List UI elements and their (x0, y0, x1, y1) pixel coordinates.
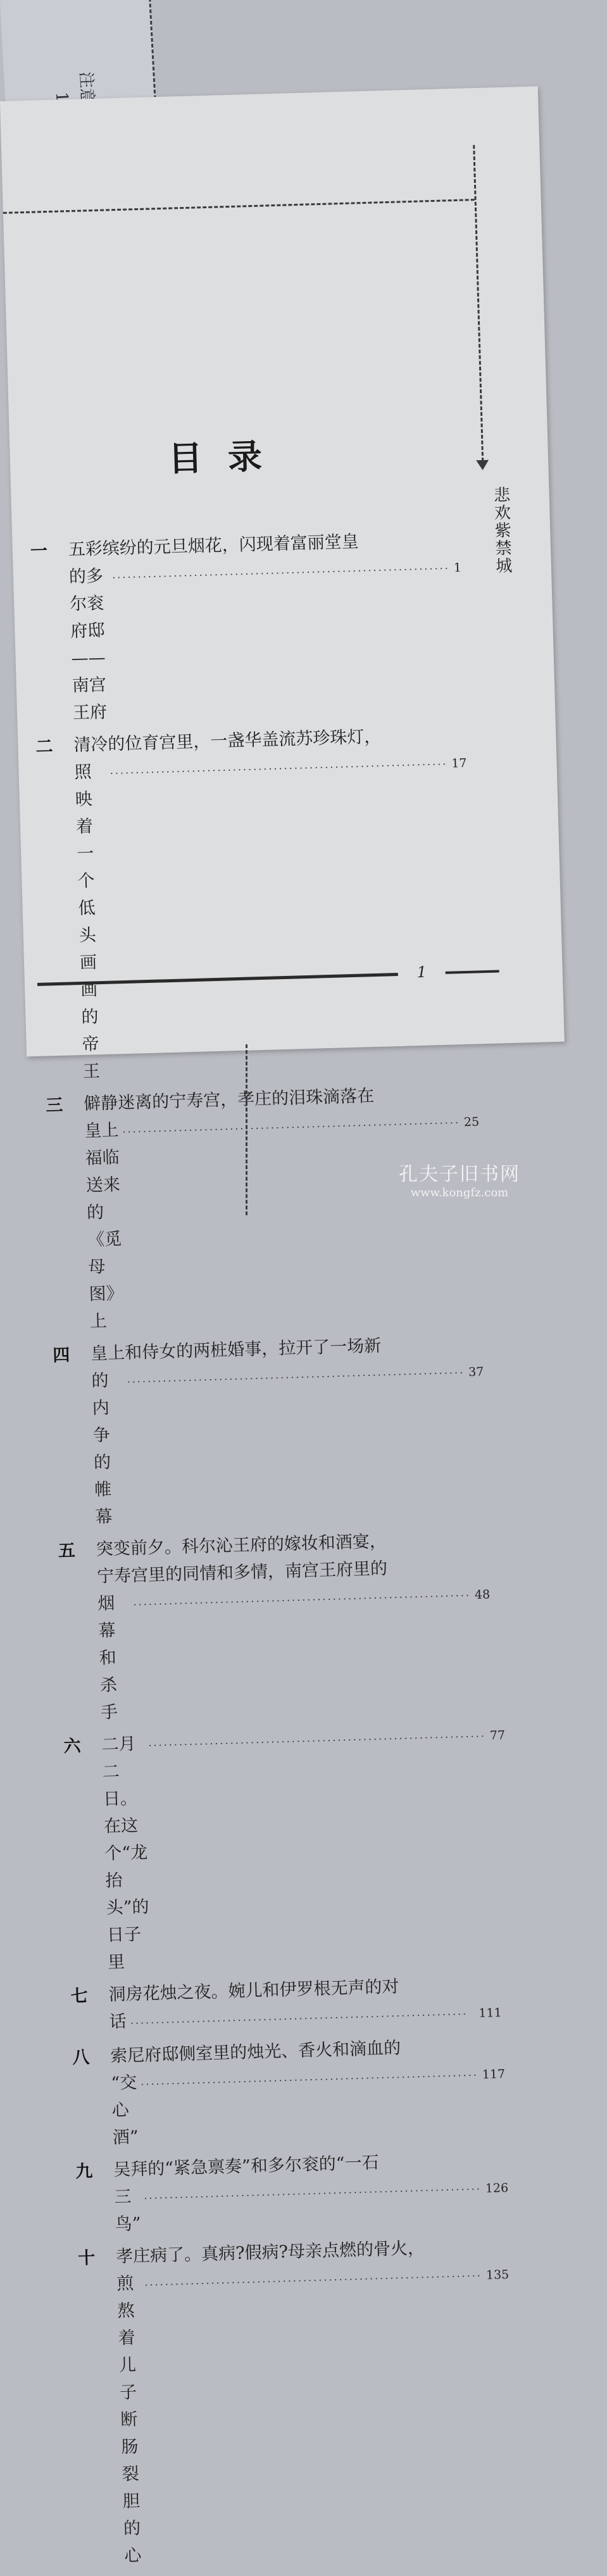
leader-dots: ·································································· (133, 1589, 472, 1611)
chapter-title-line: 吴拜的“紧急禀奏”和多尔衮的“一石 (113, 2153, 380, 2180)
chapter-title-line: 清冷的位育宫里，一盏华盖流苏珍珠灯， (73, 727, 382, 756)
toc-entry[interactable] (53, 1329, 488, 1532)
page-number: 37 (468, 1365, 484, 1380)
chapter-title-line: “交心酒” (111, 2073, 139, 2148)
chapter-title-line: 僻静迷离的宁寿宫，孝庄的泪珠滴落在 (83, 1086, 375, 1114)
toc-entry[interactable] (72, 2032, 506, 2153)
chapter-title-line: 二月二日。在这个“龙抬头”的日子里 (101, 1734, 149, 1973)
watermark (399, 1158, 520, 1199)
page-number: 25 (463, 1115, 480, 1130)
chapter-number: 二 (35, 737, 53, 757)
chapter-number: 九 (75, 2161, 93, 2182)
page-number: 17 (451, 756, 467, 771)
dashed-line-bottom (246, 1044, 247, 1215)
chapter-number: 三 (45, 1095, 63, 1116)
chapter-number: 十 (77, 2248, 96, 2268)
dashed-border-top (3, 199, 475, 214)
toc-entry[interactable] (46, 1080, 483, 1337)
chapter-number: 七 (70, 1986, 89, 2007)
toc-entry[interactable] (78, 2232, 517, 2571)
chapter-title-line: 孝庄病了。真病?假病?母亲点燃的骨火， (115, 2238, 425, 2267)
chapter-title-line: 五彩缤纷的元旦烟花，闪现着富丽堂皇 (68, 532, 360, 560)
toc-entry[interactable] (75, 2146, 508, 2239)
chapter-number: 五 (58, 1541, 76, 1561)
watermark-url: www.kongfz.com (410, 1186, 509, 1199)
chapter-title-line: 煎熬着儿子断肠裂胆的心 (116, 2273, 142, 2567)
chapter-number: 一 (30, 541, 48, 561)
chapter-title-line: 照映着一个低头画画的帝王 (74, 762, 101, 1082)
chapter-title-line: 的内争的帷幕 (91, 1371, 113, 1527)
chapter-title-line: 洞房花烛之夜。婉儿和伊罗根无声的对 (108, 1977, 399, 2005)
chapter-number: 四 (52, 1345, 70, 1366)
watermark-text: 孔夫子旧书网 (399, 1163, 520, 1185)
page-number: 1 (453, 560, 462, 575)
leader-dots: ·································································· (110, 758, 448, 780)
leader-dots: ·································································· (122, 1116, 461, 1139)
chapter-number: 八 (72, 2048, 90, 2068)
toc-entry[interactable] (35, 721, 475, 1087)
leader-dots: ·································································· (112, 562, 451, 584)
chapter-title-line: 话 (109, 2011, 127, 2032)
toc-entry[interactable] (30, 525, 465, 728)
book-side-title: 悲欢紫禁城 (491, 485, 513, 575)
page-number: 126 (485, 2180, 509, 2196)
chapter-number: 六 (63, 1736, 82, 1757)
leader-dots: ·································································· (148, 1730, 487, 1752)
arrow-down-icon (476, 460, 489, 471)
dashed-border-right (473, 145, 484, 461)
chapter-title-line: 皇上和侍女的两桩婚事，拉开了一场新 (90, 1335, 382, 1364)
page-number: 111 (479, 2006, 502, 2021)
leader-dots: ·································································· (141, 2069, 479, 2091)
page-number: 77 (489, 1728, 506, 1743)
page-title: 目录 (167, 435, 288, 479)
toc-entry[interactable] (58, 1525, 493, 1727)
toc-entry[interactable] (70, 1970, 502, 2039)
page-number: 117 (482, 2066, 506, 2082)
toc-entry[interactable] (63, 1720, 506, 1977)
footer-page-number: 1 (416, 963, 427, 982)
footer-rule (37, 973, 398, 986)
leader-dots: ·································································· (130, 2008, 468, 2030)
leader-dots: ·································································· (144, 2270, 483, 2291)
leader-dots: ·································································· (127, 1366, 465, 1389)
chapter-title-line: 的多尔衮府邸——南宫王府 (68, 566, 108, 723)
page-number: 135 (485, 2267, 510, 2282)
footer-rule (446, 970, 499, 974)
page-number: 48 (474, 1587, 491, 1602)
leader-dots: ·································································· (144, 2183, 482, 2204)
chapter-title-line: 索尼府邸侧室里的烛光、香火和滴血的 (110, 2038, 401, 2066)
chapter-title-line: 烟幕和杀手 (97, 1593, 118, 1723)
chapter-title-line: 皇上福临送来的《觅母图》上 (84, 1120, 124, 1332)
chapter-title-line: 三鸟” (114, 2187, 141, 2235)
chapter-title-line: 突变前夕。科尔沁王府的嫁妆和酒宴， (96, 1531, 387, 1560)
table-of-contents (30, 525, 517, 2576)
chapter-title-line: 宁寿宫里的同情和多情，南宫王府里的 (96, 1558, 388, 1587)
